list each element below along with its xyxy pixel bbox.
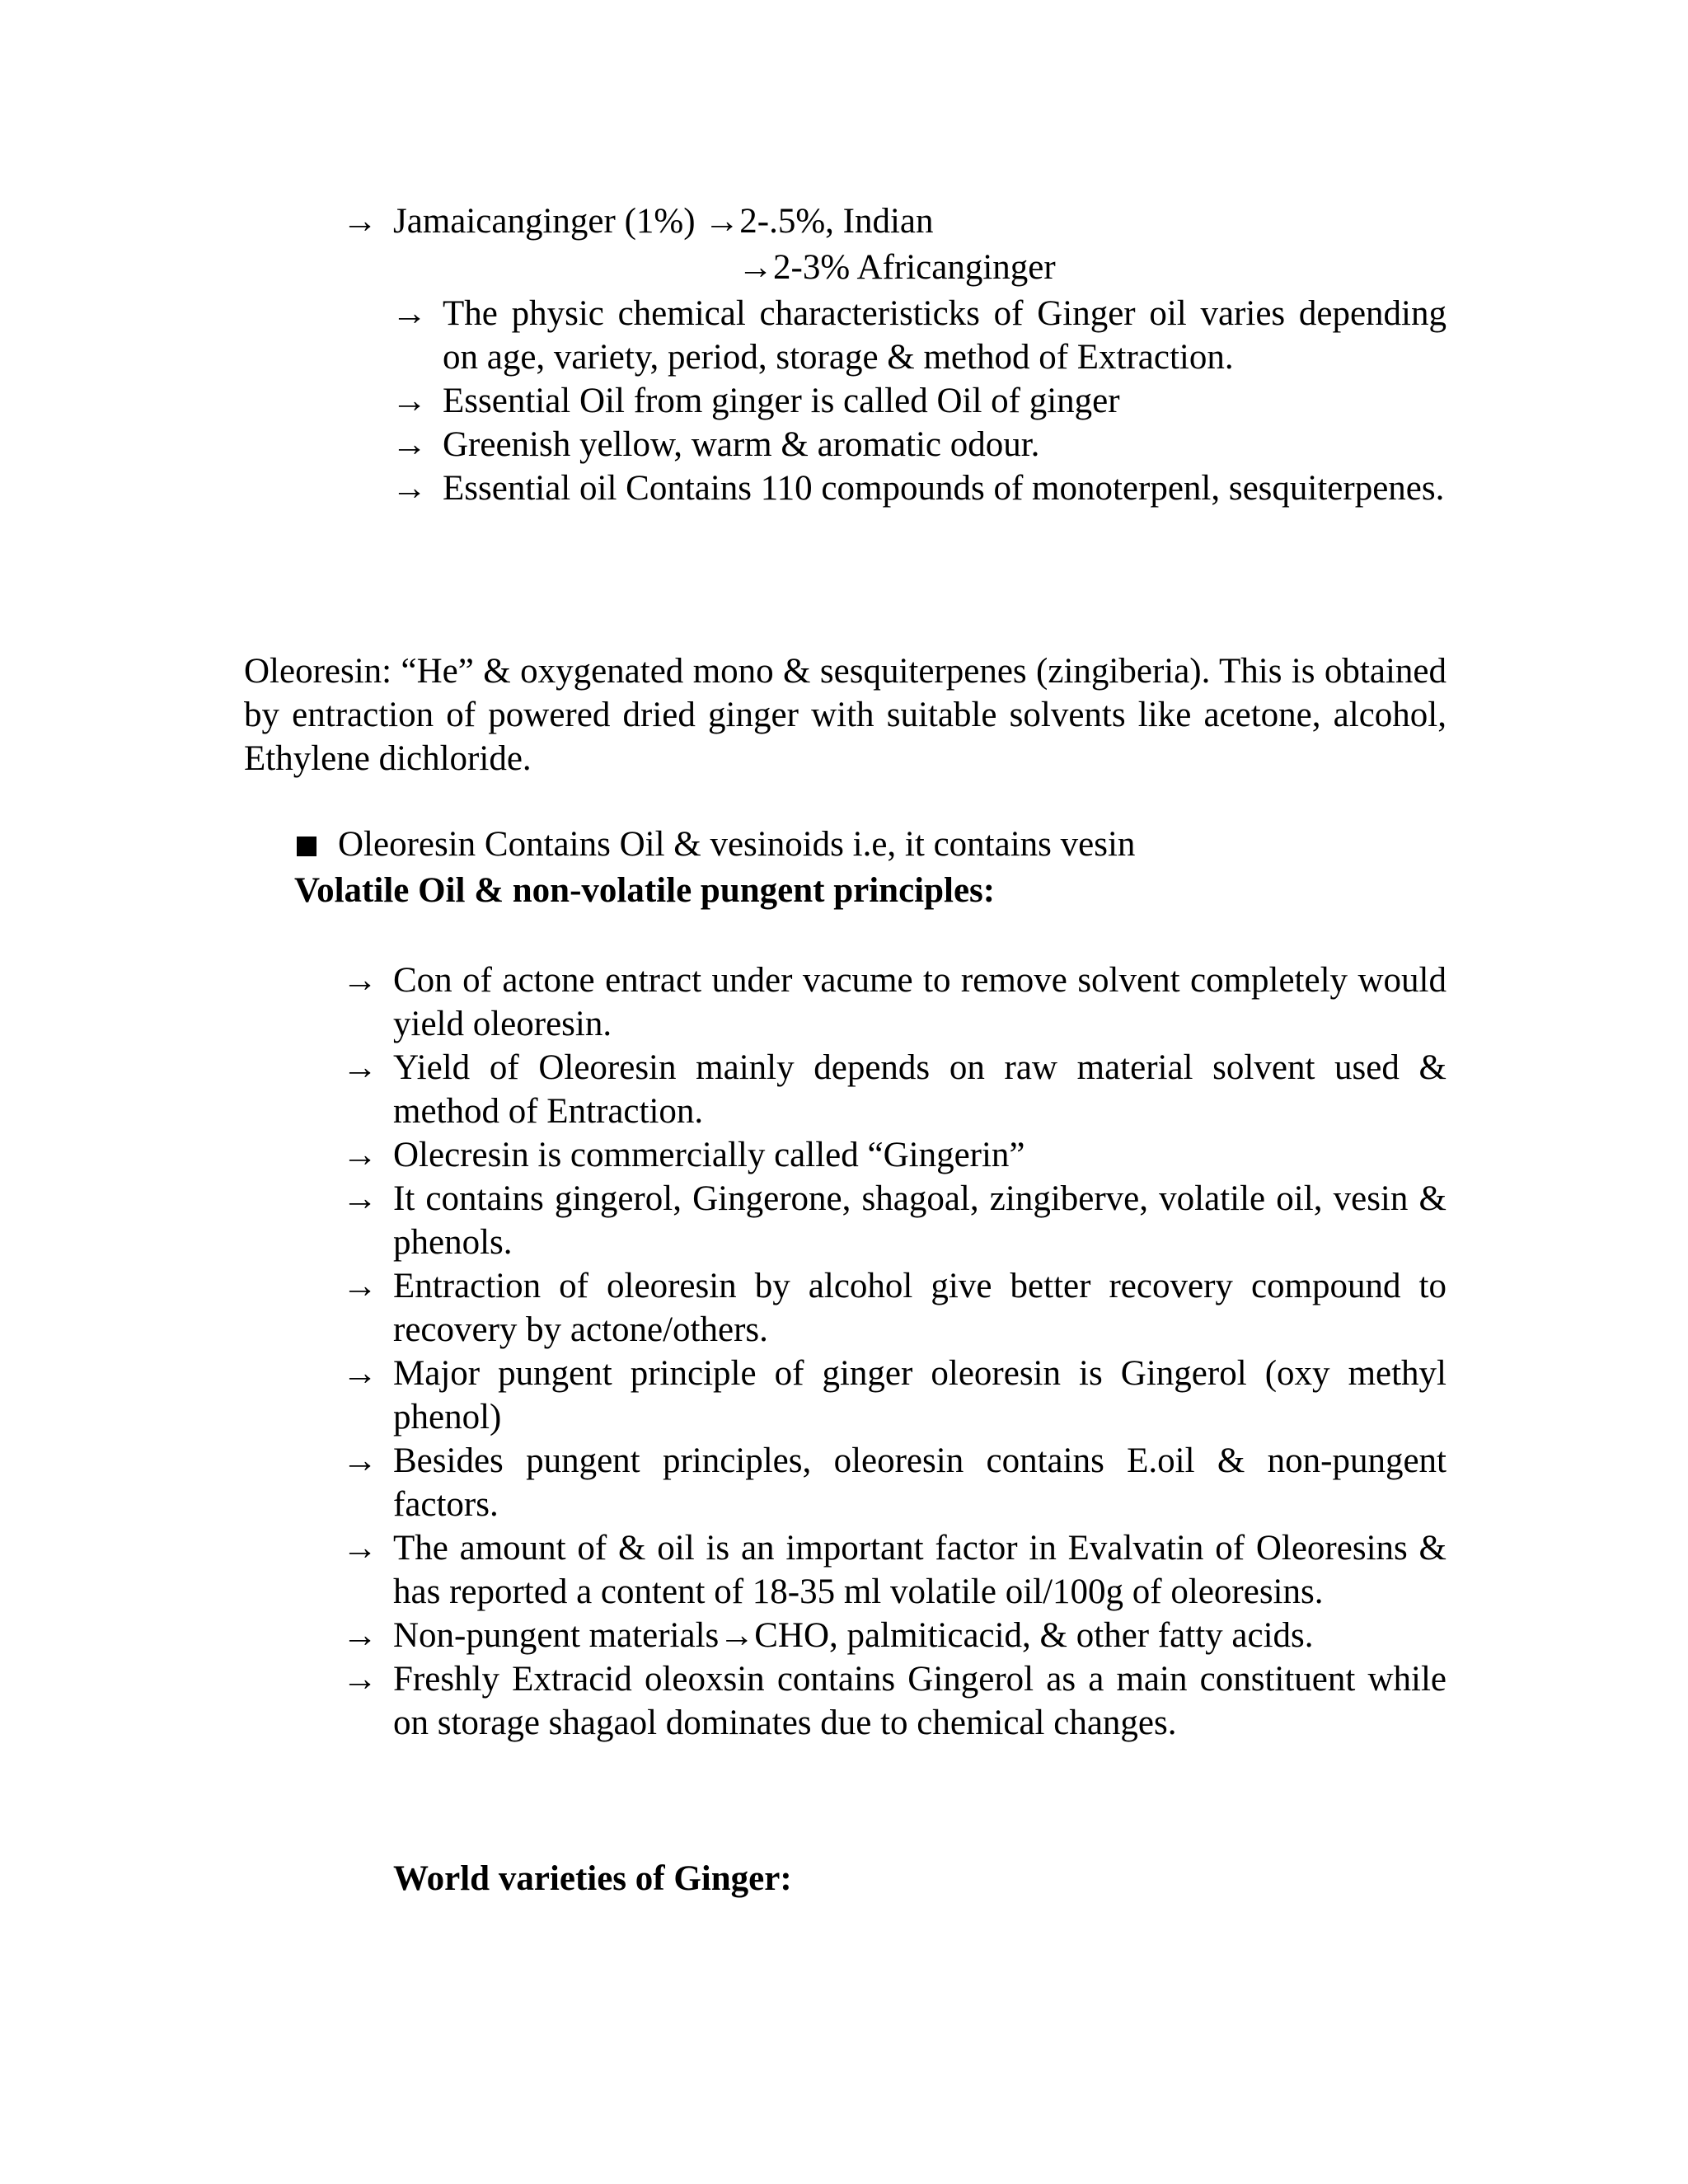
list-item: → Olecresin is commercially called “Gingerin”: [342, 1133, 1447, 1177]
arrow-icon: →: [392, 469, 427, 508]
list-item: → The amount of & oil is an important factor in Evalvatin of Oleoresins & has reported a content of 18-35 ml volatile oil/100g of oleoresins.: [342, 1526, 1447, 1614]
list-item: → Con of actone entract under vacume to remove solvent completely would yield oleoresin.: [342, 958, 1447, 1046]
list-item: → Major pungent principle of ginger oleoresin is Gingerol (oxy methyl phenol): [342, 1352, 1447, 1439]
arrow-icon: →: [342, 1136, 377, 1174]
list-item: → Essential Oil from ginger is called Oil of ginger: [392, 379, 1447, 423]
arrow-icon: →: [392, 382, 427, 420]
arrow-icon: →: [342, 961, 377, 1000]
arrow-icon: →: [392, 294, 427, 333]
list-item: → The physic chemical characteristicks of Ginger oil varies depending on age, variety, period, storage & method of Extraction.: [392, 292, 1447, 379]
list-item: → Entraction of oleoresin by alcohol give better recovery compound to recovery by actone/others.: [342, 1264, 1447, 1352]
list-item: → Yield of Oleoresin mainly depends on raw material solvent used & method of Entraction.: [342, 1046, 1447, 1133]
section-heading: Volatile Oil & non-volatile pungent principles:: [294, 871, 996, 910]
square-bullet-item: Oleoresin Contains Oil & vesinoids i.e, it contains vesin: [297, 823, 1447, 866]
list-item: → Non-pungent materials→CHO, palmiticacid, & other fatty acids.: [342, 1614, 1447, 1657]
square-bullet-icon: [297, 837, 316, 856]
arrow-icon: →: [342, 1179, 377, 1218]
jamaica-line: Jamaicanginger (1%) →2-.5%, Indian: [393, 202, 934, 241]
arrow-icon: →: [342, 1048, 377, 1087]
top-list: [392, 292, 1447, 510]
list-item: → Besides pungent principles, oleoresin contains E.oil & non-pungent factors.: [342, 1439, 1447, 1526]
list-item: → It contains gingerol, Gingerone, shagoal, zingiberve, volatile oil, vesin & phenols.: [342, 1177, 1447, 1264]
points-list: [342, 958, 1447, 1745]
arrow-icon: →: [342, 1529, 377, 1568]
list-item: → Freshly Extracid oleoxsin contains Gingerol as a main constituent while on storage shagaol dominates due to chemical changes.: [342, 1657, 1447, 1745]
arrow-icon: →: [342, 1267, 377, 1305]
top-line-2: →2-3% Africanginger: [738, 248, 1056, 287]
arrow-icon: →: [342, 1616, 377, 1655]
list-item: → Essential oil Contains 110 compounds of monoterpenl, sesquiterpenes.: [392, 466, 1447, 510]
world-varieties-heading: World varieties of Ginger:: [393, 1859, 792, 1898]
arrow-icon: →: [392, 425, 427, 464]
arrow-icon: →: [342, 202, 377, 241]
oleoresin-paragraph: Oleoresin: “He” & oxygenated mono & sesquiterpenes (zingiberia). This is obtained by entraction of powered dried ginger with suitable solvents like acetone, alcohol, Ethylene dichloride.: [244, 652, 1447, 778]
top-line-1: [342, 199, 1447, 243]
arrow-icon: →: [342, 1660, 377, 1699]
list-item: → Greenish yellow, warm & aromatic odour.: [392, 423, 1447, 466]
arrow-icon: →: [342, 1441, 377, 1480]
arrow-icon: →: [342, 1354, 377, 1393]
